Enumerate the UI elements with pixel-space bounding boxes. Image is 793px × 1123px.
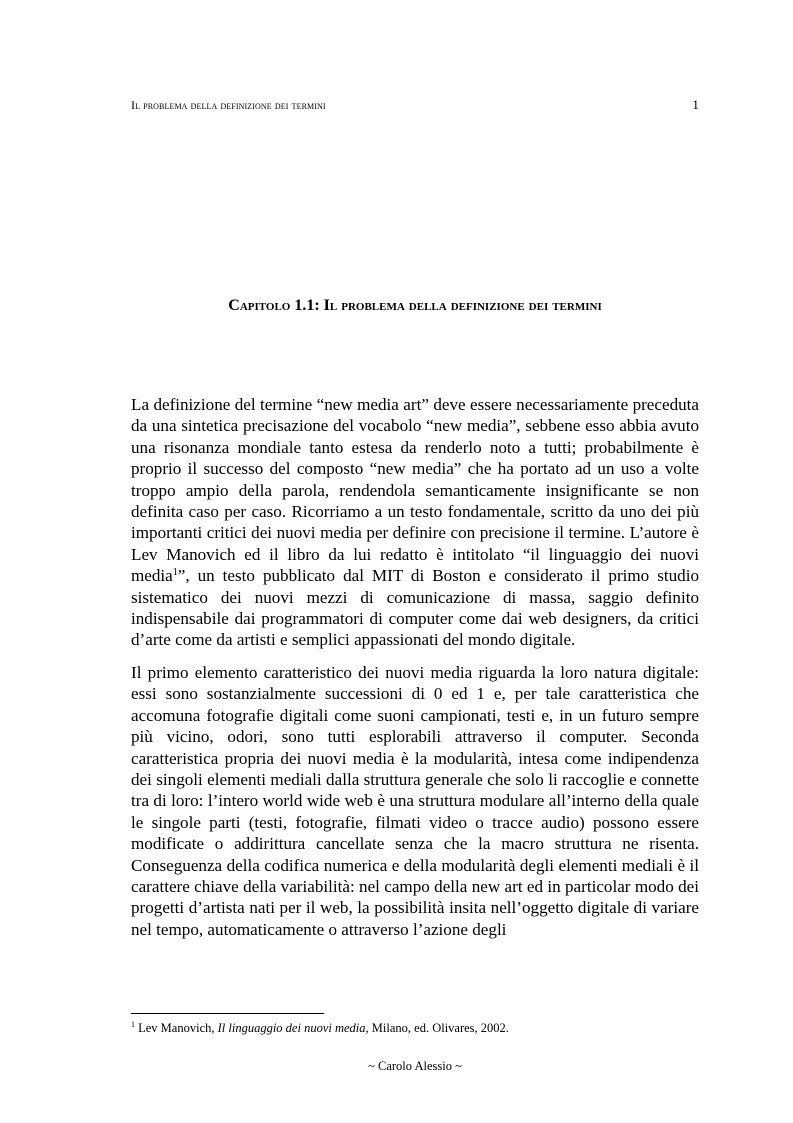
footnote-reference[interactable]: 1: [172, 567, 178, 579]
running-header: [131, 97, 699, 113]
paragraph-1-text: La definizione del termine “new media art” deve essere necessariamente preceduta da una sintetica precisazione del vocabolo “new media”, sebbene esso abbia avuto una risonanza mondiale tanto estesa da renderlo noto a tutti; probabilmente è proprio il successo del composto “new media” che ha portato ad un uso a volte troppo ampio della parola, rendendola semanticamente insignificante se non definita caso per caso. Ricorriamo a un testo fondamentale, scritto da uno dei più importanti critici dei nuovi media per definire con precisione il termine. L’autore è Lev Manovich ed il libro da lui redatto è intitolato “il linguaggio dei nuovi media: [131, 395, 699, 586]
paragraph-1-continuation: ”, un testo pubblicato dal MIT di Boston e considerato il primo studio sistematico dei nuovi mezzi di comunicazione di massa, saggio definito indispensabile dai programmatori di computer come dai web designers, da critici d’arte come da artisti e semplici appassionati del mondo digitale.: [131, 566, 699, 650]
footnote-work-title: Il linguaggio dei nuovi media: [217, 1021, 366, 1035]
footnote-details: , Milano, ed. Olivares, 2002.: [365, 1021, 509, 1035]
page-number: 1: [692, 97, 699, 112]
chapter-title: Capitolo 1.1: Il problema della definizione dei termini: [228, 297, 602, 314]
footnote-separator: [131, 1013, 324, 1014]
running-header-title: Il problema della definizione dei termini: [131, 98, 326, 112]
footnote-number: 1: [131, 1020, 135, 1029]
paragraph-1: [131, 394, 699, 651]
footnote-author: Lev Manovich,: [138, 1021, 215, 1035]
body-text: [131, 394, 699, 951]
page-footer: ~ Carolo Alessio ~: [368, 1059, 462, 1073]
footnote: [131, 1020, 699, 1036]
paragraph-2: Il primo elemento caratteristico dei nuovi media riguarda la loro natura digitale: essi sono sostanzialmente successioni di 0 ed 1 e, per tale caratteristica che accomuna fotografie digitali come suoni campionati, testi e, in un futuro sempre più vicino, odori, sono tutti esplorabili attraverso il computer. Seconda caratteristica propria dei nuovi media è la modularità, intesa come indipendenza dei singoli elementi mediali dalla struttura generale che solo li raccoglie e connette tra di loro: l’intero world wide web è una struttura modulare all’interno della quale le singole parti (testi, fotografie, filmati video o tracce audio) possono essere modificate o addirittura cancellate senza che la macro struttura ne risenta. Conseguenza della codifica numerica e della modularità degli elementi mediali è il carattere chiave della variabilità: nel campo della new art ed in particolar modo dei progetti d’artista nati per il web, la possibilità insita nell’oggetto digitale di variare nel tempo, automaticamente o attraverso l’azione degli: [131, 662, 699, 939]
